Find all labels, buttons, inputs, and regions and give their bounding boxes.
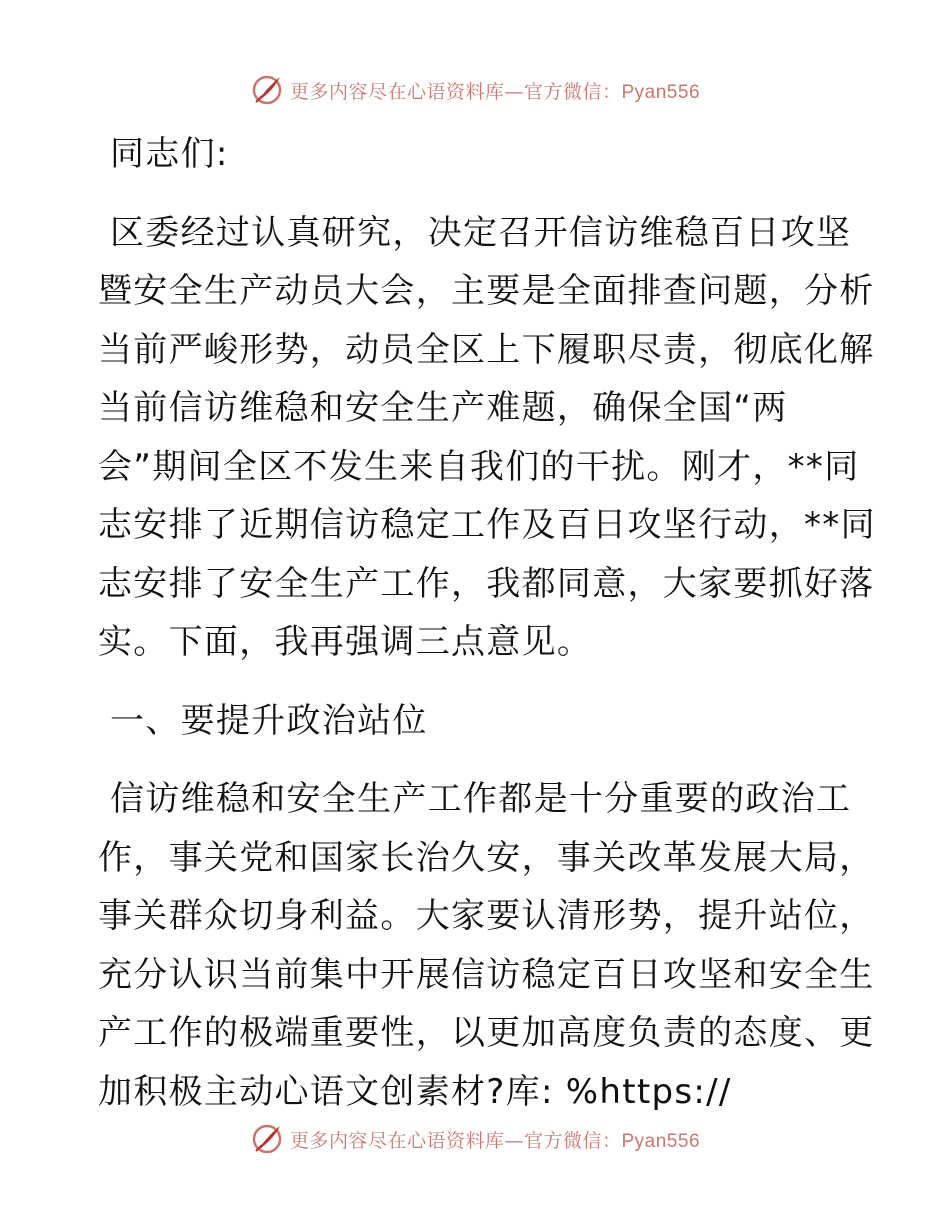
paragraph-line: 实。下面，我再强调三点意见。 [98,622,593,662]
paragraph-line: 充分认识当前集中开展信访稳定百日攻坚和安全生 [98,954,875,995]
paragraph-line: 当前信访维稳和安全生产难题，确保全国“两 [98,388,788,428]
paragraph-line: 当前严峻形势，动员全区上下履职尽责，彻底化解 [98,329,875,370]
document-body [98,125,876,1121]
paragraph-2 [98,770,875,1121]
paragraph-1 [98,204,876,672]
paragraph-line: 暨安全生产动员大会，主要是全面排查问题，分析 [98,271,875,311]
paragraph-line: 事关群众切身利益。大家要认清形势，提升站位， [98,896,875,936]
paragraph-line: 信访维稳和安全生产工作都是十分重要的政治工 [110,779,852,819]
paragraph-line: 加积极主动心语文创素材?库: %https:// [98,1071,732,1112]
paragraph-line: 志安排了安全生产工作，我都同意，大家要抓好落 [98,563,875,604]
paragraph-line: 会”期间全区不发生来自我们的干扰。刚才，**同 [98,446,860,487]
feather-quill-icon [250,73,284,107]
paragraph-line: 产工作的极端重要性，以更加高度负责的态度、更 [98,1013,875,1053]
header-watermark [0,70,950,110]
paragraph-line: 区委经过认真研究，决定召开信访维稳百日攻坚 [110,212,852,253]
watermark-text: 更多内容尽在心语资料库—官方微信：Pyan556 [289,80,701,103]
section-heading: 一、要提升政治站位 [110,700,428,741]
footer-watermark [0,1119,950,1159]
feather-quill-icon [250,1122,284,1156]
salutation: 同志们: [110,134,229,174]
paragraph-line: 志安排了近期信访稳定工作及百日攻坚行动，**同 [98,505,876,545]
watermark-text: 更多内容尽在心语资料库—官方微信：Pyan556 [289,1129,701,1152]
paragraph-line: 作，事关党和国家长治久安，事关改革发展大局， [98,837,875,878]
